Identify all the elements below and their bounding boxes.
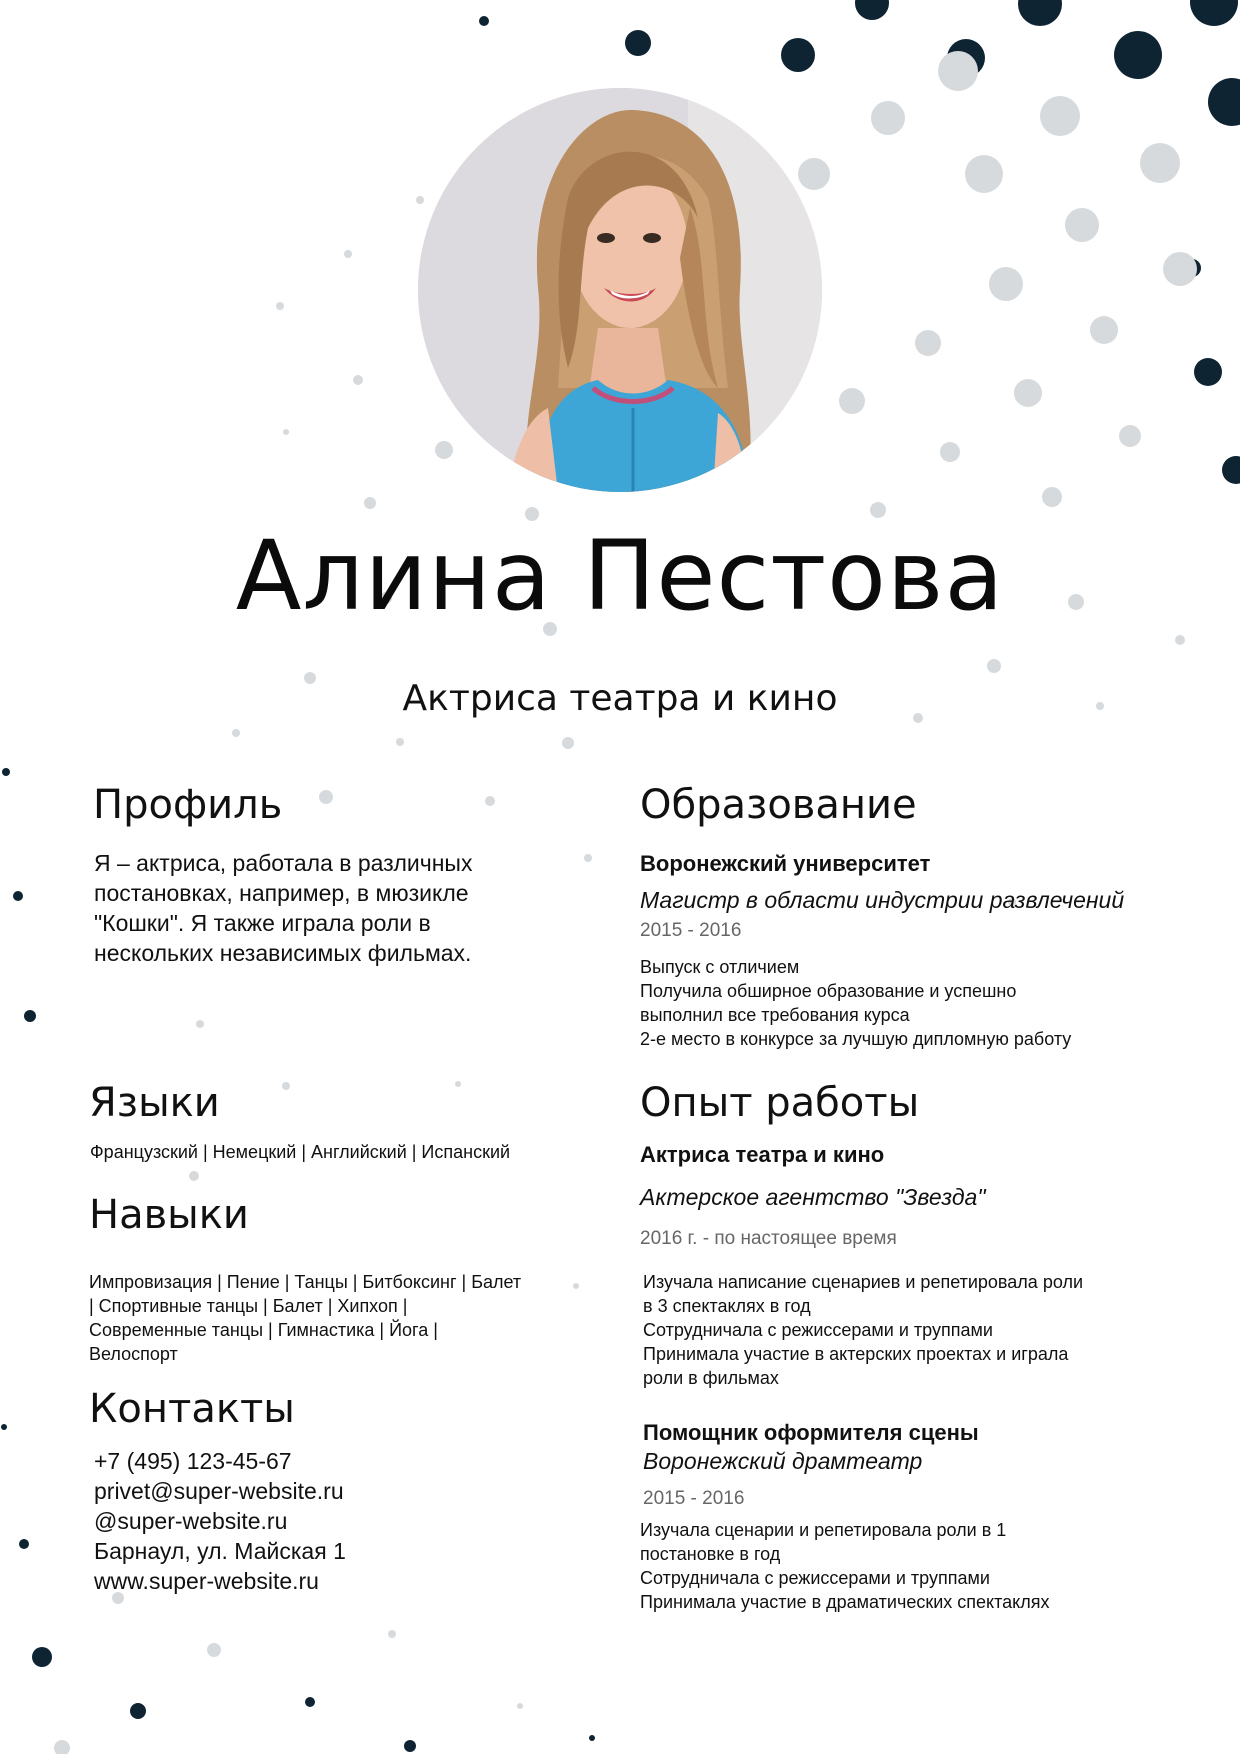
education-degree: Магистр в области индустрии развлечений bbox=[640, 887, 1125, 913]
profile-line: Я – актриса, работала в различных bbox=[94, 850, 473, 876]
job-detail: в 3 спектаклях в год bbox=[643, 1296, 811, 1316]
skills-line: Современные танцы | Гимнастика | Йога | bbox=[89, 1320, 438, 1340]
person-name: Алина Пестова bbox=[235, 520, 1005, 632]
profile-line: постановках, например, в мюзикле bbox=[94, 880, 469, 906]
skills-list bbox=[89, 1270, 609, 1366]
contacts-block bbox=[94, 1446, 346, 1596]
profile-photo bbox=[418, 88, 822, 492]
job-position: Помощник оформителя сцены bbox=[643, 1420, 979, 1445]
experience-heading: Опыт работы bbox=[640, 1080, 920, 1126]
job-detail: Изучала сценарии и репетировала роли в 1 bbox=[640, 1520, 1007, 1540]
education-heading: Образование bbox=[640, 782, 917, 828]
job-company: Воронежский драмтеатр bbox=[643, 1448, 923, 1474]
skills-heading: Навыки bbox=[89, 1192, 249, 1238]
person-title: Актриса театра и кино bbox=[402, 678, 838, 719]
job-detail: Сотрудничала с режиссерами и труппами bbox=[643, 1320, 993, 1340]
education-details bbox=[640, 955, 1200, 1051]
contact-phone[interactable]: +7 (495) 123-45-67 bbox=[94, 1448, 292, 1474]
education-school: Воронежский университет bbox=[640, 851, 931, 876]
job-years: 2016 г. - по настоящее время bbox=[640, 1228, 897, 1249]
skills-line: Импровизация | Пение | Танцы | Битбоксинг | Балет bbox=[89, 1272, 522, 1292]
job-detail: постановке в год bbox=[640, 1544, 781, 1564]
job-detail: Принимала участие в драматических спектаклях bbox=[640, 1592, 1050, 1612]
job-detail: Принимала участие в актерских проектах и играла bbox=[643, 1344, 1069, 1364]
education-detail: 2-е место в конкурсе за лучшую дипломную работу bbox=[640, 1029, 1072, 1049]
profile-heading: Профиль bbox=[93, 782, 283, 828]
portrait-illustration bbox=[418, 88, 822, 492]
job-company: Актерское агентство "Звезда" bbox=[640, 1184, 986, 1210]
languages-list: Французский | Немецкий | Английский | Испанский bbox=[90, 1142, 511, 1162]
job-details bbox=[643, 1270, 1203, 1390]
job-details bbox=[640, 1518, 1200, 1614]
contacts-heading: Контакты bbox=[89, 1386, 295, 1432]
job-detail: роли в фильмах bbox=[643, 1368, 779, 1388]
education-detail: Выпуск с отличием bbox=[640, 957, 800, 977]
profile-line: нескольких независимых фильмах. bbox=[94, 940, 472, 966]
profile-line: "Кошки". Я также играла роли в bbox=[94, 910, 431, 936]
languages-heading: Языки bbox=[89, 1080, 220, 1126]
profile-text bbox=[94, 848, 614, 968]
contact-address: Барнаул, ул. Майская 1 bbox=[94, 1538, 346, 1564]
education-detail: выполнил все требования курса bbox=[640, 1005, 910, 1025]
job-detail: Изучала написание сценариев и репетировала роли bbox=[643, 1272, 1083, 1292]
skills-line: Велоспорт bbox=[89, 1344, 178, 1364]
education-years: 2015 - 2016 bbox=[640, 920, 742, 941]
contact-social[interactable]: @super-website.ru bbox=[94, 1508, 288, 1534]
job-detail: Сотрудничала с режиссерами и труппами bbox=[640, 1568, 990, 1588]
contact-email[interactable]: privet@super-website.ru bbox=[94, 1478, 344, 1504]
education-detail: Получила обширное образование и успешно bbox=[640, 981, 1017, 1001]
job-position: Актриса театра и кино bbox=[640, 1142, 885, 1167]
job-years: 2015 - 2016 bbox=[643, 1488, 745, 1509]
skills-line: | Спортивные танцы | Балет | Хипхоп | bbox=[89, 1296, 408, 1316]
contact-website[interactable]: www.super-website.ru bbox=[94, 1568, 319, 1594]
